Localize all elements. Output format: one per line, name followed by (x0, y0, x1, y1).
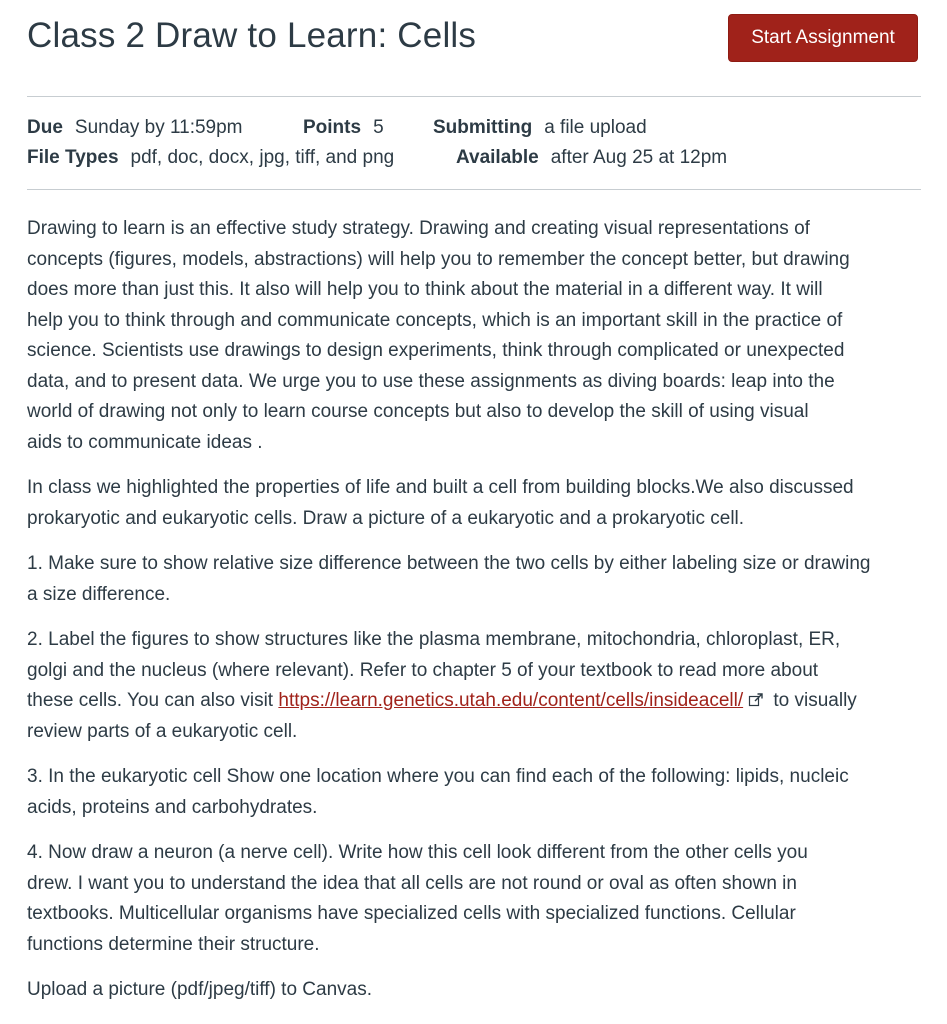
due-value: Sunday by 11:59pm (74, 117, 243, 138)
description-paragraph-task: In class we highlighted the properties of life and built a cell from building blocks.We also discussed prokaryotic and eukaryotic cells. Draw a picture of a eukaryotic and a prokaryotic cell. (27, 477, 854, 529)
instruction-item-2 (27, 625, 921, 747)
page-title: Class 2 Draw to Learn: Cells (27, 16, 477, 55)
submitting-value: a file upload (544, 117, 647, 138)
file-types-value: pdf, doc, docx, jpg, tiff, and png (130, 147, 395, 168)
available-label: Available (456, 147, 539, 168)
assignment-details (27, 97, 921, 190)
points-label: Points (303, 117, 362, 138)
points-detail (303, 117, 384, 139)
due-label: Due (27, 117, 63, 138)
file-types-detail (27, 147, 394, 169)
instruction-item-4: 4. Now draw a neuron (a nerve cell). Write how this cell look different from the other cells you drew. I want you to understand the idea that all cells are not round or oval as often shown in textbooks. Multicellular organisms have specialized cells with specialized functions. Cellular functions determine their structure. (27, 842, 808, 955)
points-value: 5 (373, 117, 384, 138)
submitting-detail (433, 117, 647, 139)
instruction-item-3: 3. In the eukaryotic cell Show one location where you can find each of the following: lipids, nucleic acids, proteins and carbohydrates. (27, 766, 849, 818)
available-value: after Aug 25 at 12pm (550, 147, 728, 168)
cells-resource-link[interactable]: https://learn.genetics.utah.edu/content/cells/insideacell/ (278, 690, 744, 711)
assignment-description (27, 190, 921, 1006)
available-detail (456, 147, 727, 169)
instruction-item-2-text-end: to visually review parts of a eukaryotic cell. (27, 690, 857, 742)
description-paragraph-intro: Drawing to learn is an effective study strategy. Drawing and creating visual representations of concepts (figures, models, abstractions) will help you to remember the concept better, but drawing does more than just this. It also will help you to think about the material in a different way. It will help you to think through and communicate concepts, which is an important skill in the practice of science. Scientists use drawings to design experiments, think through complicated or unexpected data, and to present data. We urge you to use these assignments as diving boards: leap into the world of drawing not only to learn course concepts but also to develop the skill of using visual aids to communicate ideas . (27, 218, 850, 453)
instruction-item-2-text: 2. Label the figures to show structures like the plasma membrane, mitochondria, chloroplast, ER, golgi and the nucleus (where relevant). Refer to chapter 5 of your textbook to read more about these cells. You can also visit (27, 629, 841, 711)
assignment-header (27, 0, 921, 97)
upload-instruction: Upload a picture (pdf/jpeg/tiff) to Canvas. (27, 979, 373, 1000)
start-assignment-button[interactable]: Start Assignment (728, 14, 918, 62)
instruction-item-1: 1. Make sure to show relative size difference between the two cells by either labeling size or drawing a size difference. (27, 553, 871, 605)
file-types-label: File Types (27, 147, 119, 168)
due-detail (27, 117, 243, 139)
external-link-icon[interactable] (748, 687, 764, 701)
submitting-label: Submitting (433, 117, 533, 138)
